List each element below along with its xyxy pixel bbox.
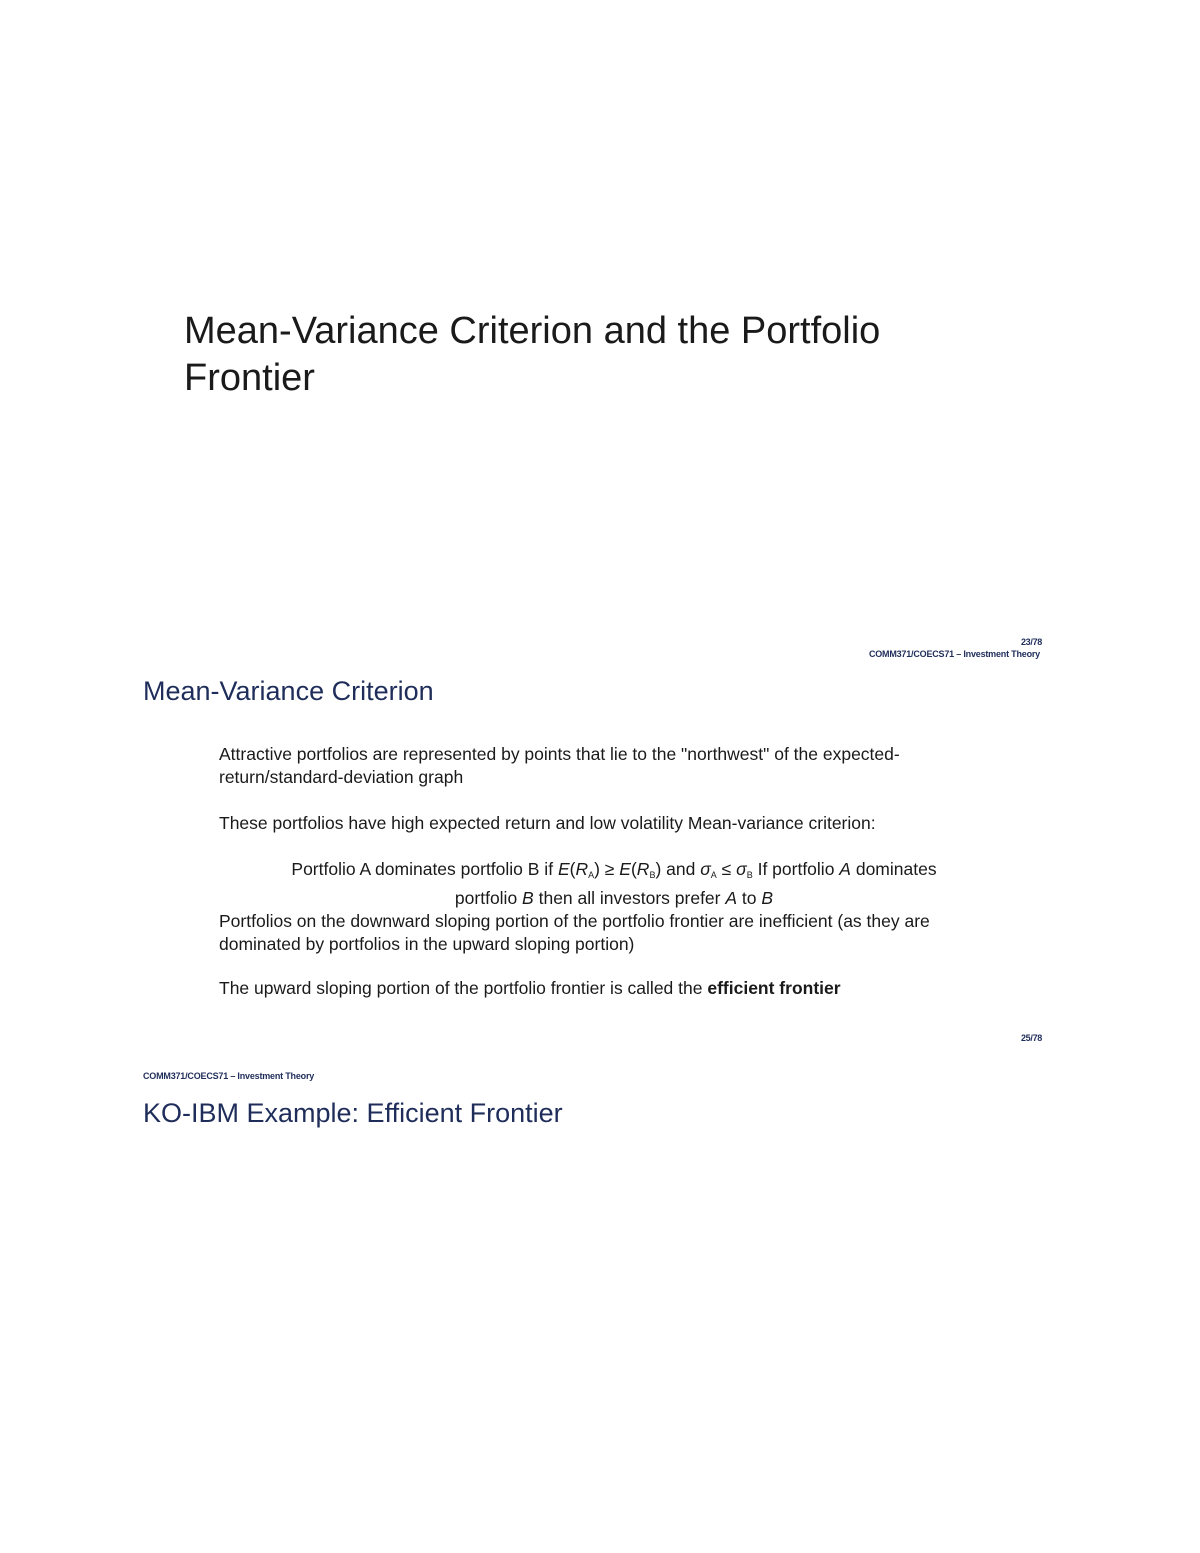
slide1-title: Mean-Variance Criterion and the Portfolio Frontier bbox=[184, 310, 881, 399]
slide3-title: KO-IBM Example: Efficient Frontier bbox=[143, 1098, 563, 1128]
dominance-text: portfolio bbox=[454, 888, 523, 908]
efficient-frontier-sentence: The upward sloping portion of the portfolio frontier is called the bbox=[219, 978, 708, 998]
paren: ) bbox=[655, 859, 662, 879]
paren: ) bbox=[594, 859, 600, 879]
slide2-paragraph-inefficient: Portfolios on the downward sloping portion of the portfolio frontier are inefficient (as they are dominated by portfolios in the upward sloping portion) bbox=[219, 911, 930, 954]
dominance-text: Portfolio A dominates portfolio B if bbox=[291, 859, 558, 879]
slide2-paragraph-efficient-frontier bbox=[219, 977, 999, 1000]
efficient-frontier-term: efficient frontier bbox=[707, 978, 841, 998]
dominance-statement bbox=[219, 858, 1009, 910]
expectation-symbol: E bbox=[619, 859, 631, 879]
return-symbol: R bbox=[636, 859, 650, 879]
slide2-paragraph-northwest: Attractive portfolios are represented by points that lie to the "northwest" of the expected-return/standard-deviation graph bbox=[219, 744, 900, 787]
portfolio-b-symbol: B bbox=[522, 888, 534, 908]
leq-symbol: ≤ bbox=[716, 859, 737, 879]
dominance-text: to bbox=[737, 888, 762, 908]
subscript-a: A bbox=[588, 870, 595, 880]
portfolio-b-symbol: B bbox=[761, 888, 774, 908]
portfolio-a-symbol: A bbox=[839, 859, 851, 879]
dominance-text: If portfolio bbox=[752, 859, 840, 879]
slide3-course-label: COMM371/COECS71 – Investment Theory bbox=[143, 1071, 315, 1081]
dominance-line-2 bbox=[219, 887, 1009, 910]
dominance-text: then all investors prefer bbox=[533, 888, 726, 908]
subscript-b: B bbox=[746, 870, 753, 880]
paren: ( bbox=[569, 859, 576, 879]
dominance-text: and bbox=[661, 859, 701, 879]
dominance-line-1 bbox=[219, 858, 1009, 887]
return-symbol: R bbox=[575, 859, 589, 879]
slide1-page-number: 23/78 bbox=[1020, 637, 1042, 647]
slide1-course-label: COMM371/COECS71 – Investment Theory bbox=[868, 649, 1040, 659]
subscript-a: A bbox=[710, 870, 717, 880]
sigma-symbol: σ bbox=[736, 859, 747, 879]
slide2-title: Mean-Variance Criterion bbox=[143, 676, 434, 706]
slide2-paragraph-low-volatility: These portfolios have high expected return and low volatility Mean-variance criterion: bbox=[219, 813, 876, 833]
slide2-page-number: 25/78 bbox=[1020, 1033, 1042, 1043]
dominance-text: dominates bbox=[850, 859, 937, 879]
portfolio-a-symbol: A bbox=[725, 888, 738, 908]
sigma-symbol: σ bbox=[700, 859, 711, 879]
geq-symbol: ≥ bbox=[599, 859, 620, 879]
subscript-b: B bbox=[649, 870, 656, 880]
paren: ( bbox=[630, 859, 637, 879]
expectation-symbol: E bbox=[557, 859, 570, 879]
